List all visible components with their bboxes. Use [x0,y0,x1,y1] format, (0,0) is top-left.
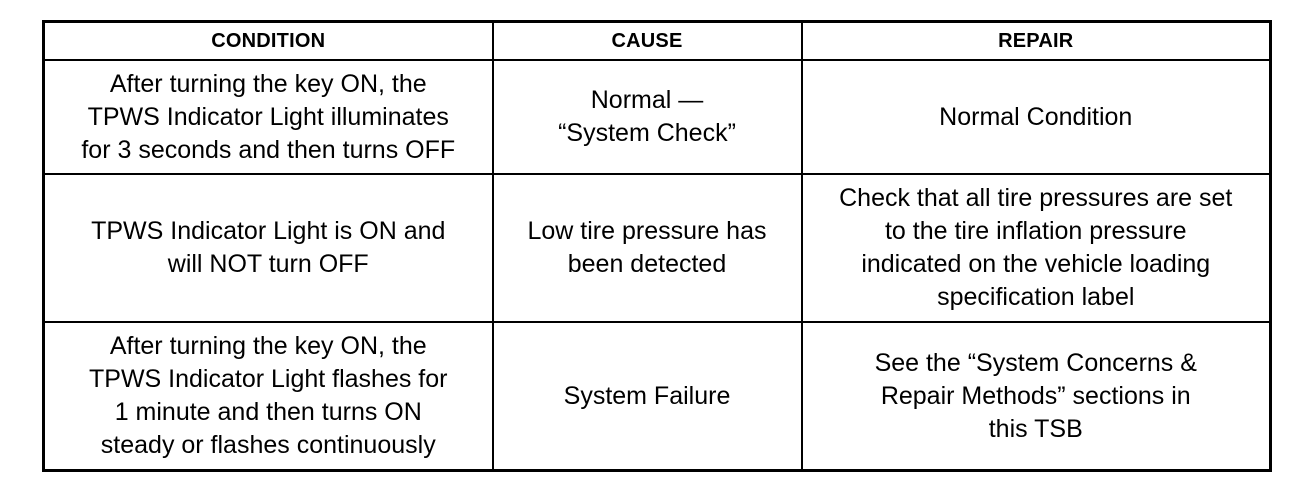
condition-cell: TPWS Indicator Light is ON and will NOT turn OFF [44,174,493,322]
repair-cell: Check that all tire pressures are set to the tire inflation pressure indicated on the vehicle loading specification label [802,174,1271,322]
table-row [44,60,1271,174]
tpws-diagnosis-table [42,20,1272,472]
header-repair: REPAIR [802,22,1271,61]
cause-cell: System Failure [493,322,802,471]
header-cause: CAUSE [493,22,802,61]
repair-cell: See the “System Concerns & Repair Methods” sections in this TSB [802,322,1271,471]
cause-cell: Low tire pressure has been detected [493,174,802,322]
table-header-row [44,22,1271,61]
header-condition: CONDITION [44,22,493,61]
cause-cell: Normal — “System Check” [493,60,802,174]
table-row [44,174,1271,322]
table-row [44,322,1271,471]
condition-cell: After turning the key ON, the TPWS Indicator Light illuminates for 3 seconds and then turns OFF [44,60,493,174]
repair-cell: Normal Condition [802,60,1271,174]
condition-cell: After turning the key ON, the TPWS Indicator Light flashes for 1 minute and then turns ON steady or flashes continuously [44,322,493,471]
